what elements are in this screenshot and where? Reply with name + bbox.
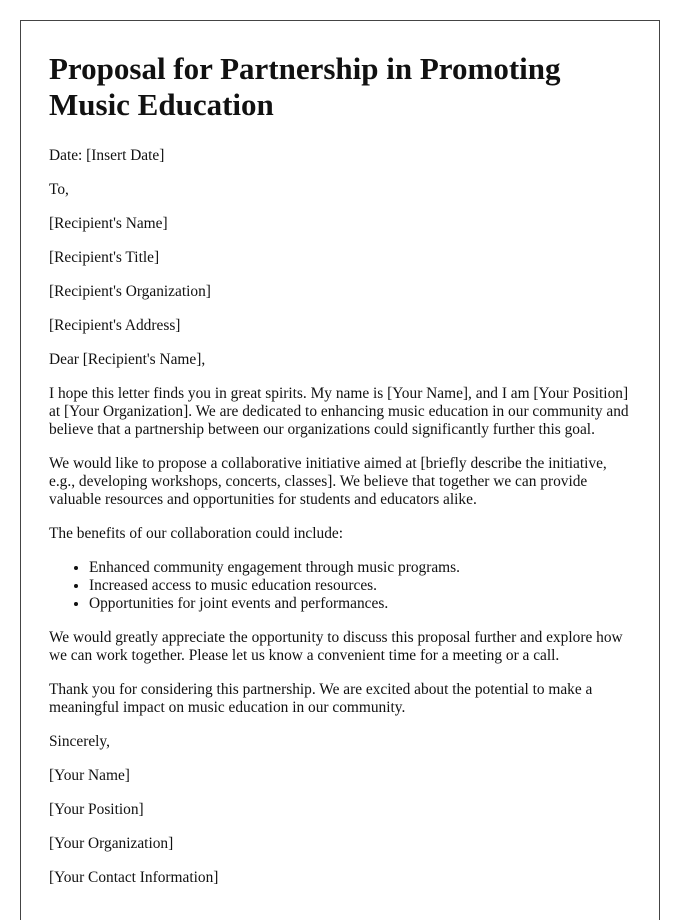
list-item: • Opportunities for joint events and performances. <box>89 595 631 613</box>
intro-paragraph: I hope this letter finds you in great spirits. My name is [Your Name], and I am [Your Position] at [Your Organization]. We are dedicated to enhancing music education in our community and believe that a partnership between our organizations could significantly further this goal. <box>49 385 629 438</box>
thanks-paragraph: Thank you for considering this partnership. We are excited about the potential to make a meaningful impact on music education in our community. <box>49 681 593 716</box>
benefits-list <box>49 559 631 613</box>
recipient-organization: [Recipient's Organization] <box>49 283 211 300</box>
letter-title: Proposal for Partnership in Promoting Music Education <box>49 51 561 122</box>
list-item: • Enhanced community engagement through music programs. <box>89 559 631 577</box>
sender-name: [Your Name] <box>49 767 130 784</box>
date-line: Date: [Insert Date] <box>49 147 165 164</box>
benefits-intro: The benefits of our collaboration could include: <box>49 525 344 542</box>
list-item: • Increased access to music education resources. <box>89 577 631 595</box>
sender-position: [Your Position] <box>49 801 144 818</box>
to-line: To, <box>49 181 69 198</box>
letter-page <box>20 20 660 920</box>
proposal-paragraph: We would like to propose a collaborative initiative aimed at [briefly describe the initiative, e.g., developing workshops, concerts, classes]. We believe that together we can provide valuable resources and opportunities for students and educators alike. <box>49 455 607 508</box>
sender-organization: [Your Organization] <box>49 835 174 852</box>
recipient-address: [Recipient's Address] <box>49 317 181 334</box>
salutation: Dear [Recipient's Name], <box>49 351 206 368</box>
signoff: Sincerely, <box>49 733 110 750</box>
discussion-paragraph: We would greatly appreciate the opportunity to discuss this proposal further and explore how we can work together. Please let us know a convenient time for a meeting or a call. <box>49 629 623 664</box>
sender-contact: [Your Contact Information] <box>49 869 219 886</box>
recipient-name: [Recipient's Name] <box>49 215 168 232</box>
recipient-title: [Recipient's Title] <box>49 249 160 266</box>
